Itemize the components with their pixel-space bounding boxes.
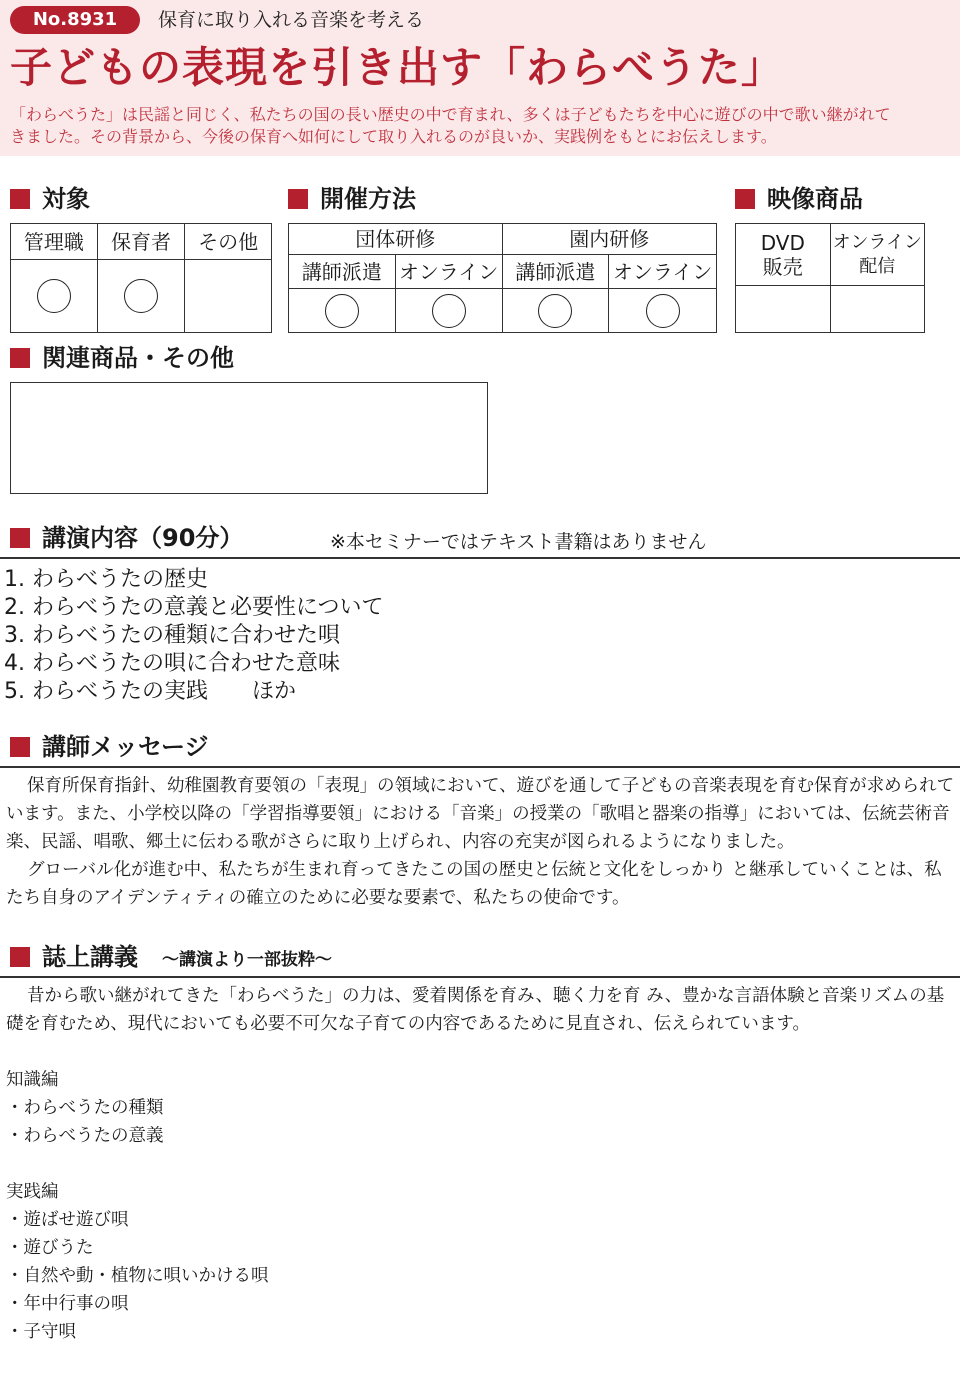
practice-item-5: ・子守唄 bbox=[6, 1322, 76, 1342]
practice-item-4: ・年中行事の唄 bbox=[6, 1294, 129, 1314]
circle-mark-icon bbox=[37, 279, 71, 313]
intro-line-1: 「わらべうた」は民謡と同じく、私たちの国の長い歴史の中で育まれ、多くは子どもたちを中心に遊びの中で歌い継がれて bbox=[10, 105, 891, 124]
practice-item-2: ・遊びうた bbox=[6, 1238, 94, 1258]
method-col-dispatch-1: 講師派遣 bbox=[289, 255, 396, 289]
content-note: ※本セミナーではテキスト書籍はありません bbox=[330, 531, 707, 553]
message-paragraph-1: 保育所保育指針、幼稚園教育要領の「表現」の領域において、遊びを通して子どもの音楽表現を育む保育が求められています。また、小学校以降の「学習指導要領」における「音楽」の授業の「歌唱と器楽の指導」においては、伝統芸術音楽、民謡、唱歌、郷土に伝わる歌がさらに取り上げられ、内容の充実が図られるようになりました。 bbox=[6, 776, 955, 852]
content-item-1: 1. わらべうたの歴史 bbox=[4, 567, 208, 592]
page-subtitle: 保育に取り入れる音楽を考える bbox=[158, 9, 425, 31]
square-bullet-icon bbox=[288, 189, 308, 209]
square-bullet-icon bbox=[10, 737, 30, 757]
method-heading bbox=[288, 183, 416, 215]
content-item-3: 3. わらべうたの種類に合わせた唄 bbox=[4, 623, 340, 648]
target-mark-other bbox=[185, 260, 272, 333]
target-col-manager: 管理職 bbox=[11, 224, 98, 260]
message-body bbox=[6, 772, 956, 912]
lecture-heading bbox=[10, 941, 332, 976]
message-divider bbox=[0, 766, 960, 768]
lecture-body bbox=[6, 982, 956, 1038]
video-dvd-line-2: 販売 bbox=[762, 254, 803, 279]
knowledge-item-1: ・わらべうたの種類 bbox=[6, 1098, 164, 1118]
circle-mark-icon bbox=[325, 294, 359, 328]
outline-spacer bbox=[6, 1150, 269, 1178]
knowledge-item-2: ・わらべうたの意義 bbox=[6, 1126, 164, 1146]
square-bullet-icon bbox=[10, 947, 30, 967]
square-bullet-icon bbox=[735, 189, 755, 209]
content-item-2: 2. わらべうたの意義と必要性について bbox=[4, 595, 384, 620]
practice-title: 実践編 bbox=[6, 1182, 59, 1202]
target-mark-caregiver bbox=[97, 260, 185, 333]
method-mark-4 bbox=[609, 289, 717, 333]
knowledge-title: 知識編 bbox=[6, 1070, 59, 1090]
method-table bbox=[288, 223, 717, 333]
header-band bbox=[0, 0, 960, 156]
method-col-dispatch-2: 講師派遣 bbox=[502, 255, 609, 289]
method-mark-2 bbox=[395, 289, 502, 333]
method-col-online-2: オンライン bbox=[609, 255, 717, 289]
video-online-line-2: 配信 bbox=[859, 255, 896, 277]
square-bullet-icon bbox=[10, 348, 30, 368]
circle-mark-icon bbox=[124, 279, 158, 313]
lecture-outline bbox=[6, 1066, 269, 1346]
square-bullet-icon bbox=[10, 189, 30, 209]
method-mark-1 bbox=[289, 289, 396, 333]
video-col-online bbox=[830, 224, 924, 286]
related-box bbox=[10, 382, 488, 494]
intro-text bbox=[10, 104, 955, 148]
intro-line-2: きました。その背景から、今後の保育へ如何にして取り入れるのが良いか、実践例をもとにお伝えします。 bbox=[10, 127, 777, 146]
message-paragraph-2: グローバル化が進む中、私たちが生まれ育ってきたこの国の歴史と伝統と文化をしっかり と継承していくことは、私たち自身のアイデンティティの確立のために必要な要素で、私たちの使命です。 bbox=[6, 860, 942, 908]
method-col-online-1: オンライン bbox=[395, 255, 502, 289]
target-heading bbox=[10, 183, 90, 215]
lecture-paragraph-1: 昔から歌い継がれてきた「わらべうた」の力は、愛着関係を育み、聴く力を育 み、豊かな言語体験と音楽リズムの基礎を育むため、現代においても必要不可欠な子育ての内容であるために見直され、伝えられています。 bbox=[6, 986, 945, 1034]
method-group-inhouse: 園内研修 bbox=[502, 224, 717, 255]
related-heading bbox=[10, 342, 234, 374]
lecture-subheading: 〜講演より一部抜粋〜 bbox=[162, 950, 332, 970]
video-dvd-line-1: DVD bbox=[760, 230, 805, 255]
video-mark-online bbox=[830, 286, 924, 333]
method-mark-3 bbox=[502, 289, 609, 333]
video-heading bbox=[735, 183, 863, 215]
circle-mark-icon bbox=[646, 294, 680, 328]
content-item-5: 5. わらべうたの実践 ほか bbox=[4, 679, 296, 704]
lecture-divider bbox=[0, 976, 960, 978]
video-online-line-1: オンライン bbox=[832, 231, 923, 253]
message-heading-text: 講師メッセージ bbox=[42, 733, 209, 761]
target-table bbox=[10, 223, 272, 333]
seminar-number-badge: No.8931 bbox=[10, 6, 140, 34]
video-heading-text: 映像商品 bbox=[767, 185, 863, 213]
content-heading-text: 講演内容（90分） bbox=[42, 524, 244, 552]
page-title: 子どもの表現を引き出す「わらべうた」 bbox=[10, 43, 785, 92]
circle-mark-icon bbox=[538, 294, 572, 328]
target-mark-manager bbox=[11, 260, 98, 333]
related-heading-text: 関連商品・その他 bbox=[42, 344, 234, 372]
video-table bbox=[735, 223, 925, 333]
square-bullet-icon bbox=[10, 528, 30, 548]
content-item-4: 4. わらべうたの唄に合わせた意味 bbox=[4, 651, 340, 676]
target-heading-text: 対象 bbox=[42, 185, 90, 213]
content-heading bbox=[10, 522, 243, 554]
target-col-caregiver: 保育者 bbox=[97, 224, 185, 260]
target-col-other: その他 bbox=[185, 224, 272, 260]
message-heading bbox=[10, 731, 209, 763]
circle-mark-icon bbox=[432, 294, 466, 328]
video-mark-dvd bbox=[736, 286, 831, 333]
practice-item-3: ・自然や動・植物に唄いかける唄 bbox=[6, 1266, 269, 1286]
lecture-heading-text: 誌上講義 bbox=[42, 943, 138, 971]
content-divider bbox=[0, 557, 960, 559]
video-col-dvd bbox=[736, 224, 831, 286]
method-group-team: 団体研修 bbox=[289, 224, 503, 255]
content-list bbox=[4, 566, 384, 706]
practice-item-1: ・遊ばせ遊び唄 bbox=[6, 1210, 129, 1230]
method-heading-text: 開催方法 bbox=[320, 185, 416, 213]
